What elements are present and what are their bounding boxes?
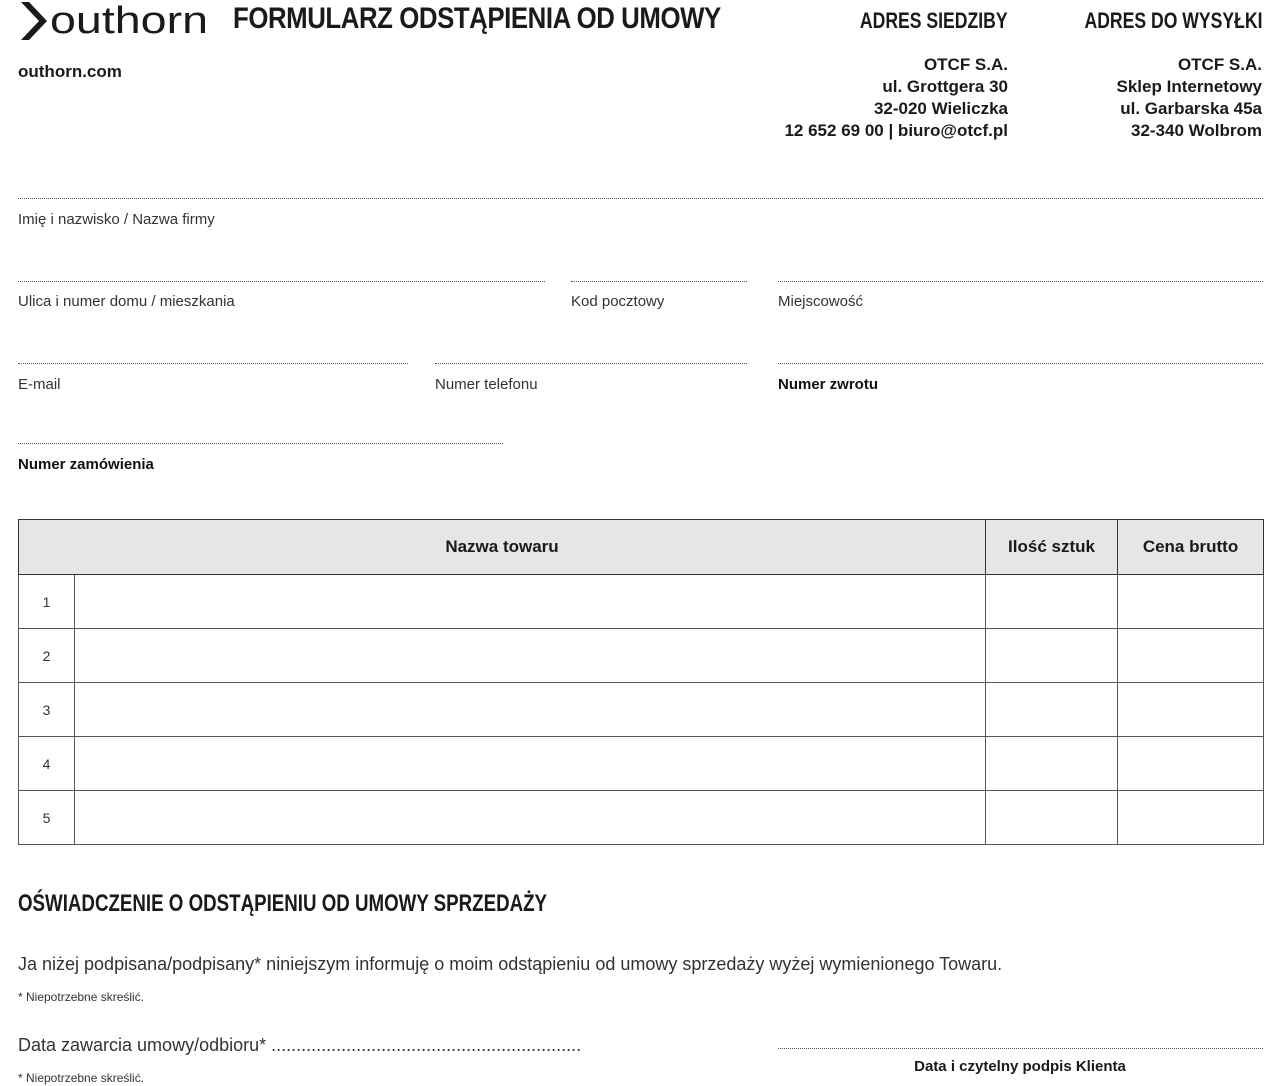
return-number-field-label: Numer zwrotu xyxy=(778,376,879,393)
contract-date-field[interactable] xyxy=(18,1035,581,1056)
gross-price-cell[interactable] xyxy=(1118,683,1264,737)
statement-footnote: * Niepotrzebne skreślić. xyxy=(18,990,145,1004)
city-field-label: Miejscowość xyxy=(778,293,864,310)
address-line: 32-020 Wieliczka xyxy=(873,99,1008,118)
contract-date-label: Data zawarcia umowy/odbioru* xyxy=(18,1035,272,1055)
order-number-field-label: Numer zamówienia xyxy=(18,456,154,473)
quantity-cell[interactable] xyxy=(986,683,1118,737)
gross-price-cell[interactable] xyxy=(1118,629,1264,683)
brand-wordmark: outhorn xyxy=(50,0,208,42)
phone-field-line[interactable] xyxy=(435,363,747,364)
email-field-label: E-mail xyxy=(18,376,61,393)
chevron-logo-icon xyxy=(21,2,47,40)
signature-label: Data i czytelny podpis Klienta xyxy=(914,1058,1126,1075)
statement-title: OŚWIADCZENIE O ODSTĄPIENIU OD UMOWY SPRZEDAŻY xyxy=(18,890,548,917)
row-number: 3 xyxy=(19,683,75,737)
table-row xyxy=(19,737,1264,791)
date-footnote: * Niepotrzebne skreślić. xyxy=(18,1071,145,1085)
outhorn-logo xyxy=(18,0,218,44)
address-line: ul. Garbarska 45a xyxy=(1120,99,1262,118)
address-line: 12 652 69 00 | biuro@otcf.pl xyxy=(784,121,1008,140)
table-row xyxy=(19,575,1264,629)
product-name-cell[interactable] xyxy=(75,575,986,629)
street-field-line[interactable] xyxy=(18,281,545,282)
row-number: 5 xyxy=(19,791,75,845)
quantity-cell[interactable] xyxy=(986,629,1118,683)
row-number: 1 xyxy=(19,575,75,629)
product-name-cell[interactable] xyxy=(75,737,986,791)
quantity-cell[interactable] xyxy=(986,791,1118,845)
phone-field-label: Numer telefonu xyxy=(435,376,538,393)
row-number: 2 xyxy=(19,629,75,683)
contract-date-dots: .............................................................. xyxy=(271,1035,582,1055)
quantity-cell[interactable] xyxy=(986,575,1118,629)
product-name-cell[interactable] xyxy=(75,791,986,845)
address-line: OTCF S.A. xyxy=(923,55,1008,74)
address-line: Sklep Internetowy xyxy=(1116,77,1262,96)
address-line: ul. Grottgera 30 xyxy=(882,77,1008,96)
address-line: OTCF S.A. xyxy=(1177,55,1262,74)
gross-price-cell[interactable] xyxy=(1118,575,1264,629)
street-field-label: Ulica i numer domu / mieszkania xyxy=(18,293,235,310)
quantity-cell[interactable] xyxy=(986,737,1118,791)
product-name-cell[interactable] xyxy=(75,629,986,683)
email-field-line[interactable] xyxy=(18,363,408,364)
registered-address xyxy=(784,54,1008,142)
order-number-field-line[interactable] xyxy=(18,443,503,444)
table-header-row xyxy=(19,520,1264,575)
table-row xyxy=(19,629,1264,683)
column-header-gross-price: Cena brutto xyxy=(1118,520,1264,575)
postal-code-field-line[interactable] xyxy=(571,281,747,282)
name-field-line[interactable] xyxy=(18,198,1263,199)
row-number: 4 xyxy=(19,737,75,791)
gross-price-cell[interactable] xyxy=(1118,737,1264,791)
table-row xyxy=(19,791,1264,845)
column-header-quantity: Ilość sztuk xyxy=(986,520,1118,575)
product-name-cell[interactable] xyxy=(75,683,986,737)
signature-field-line[interactable] xyxy=(778,1048,1263,1049)
shipping-address-heading: ADRES DO WYSYŁKI xyxy=(1084,8,1262,33)
statement-text: Ja niżej podpisana/podpisany* niniejszym informuję o moim odstąpieniu od umowy sprzedaży wyżej wymienionego Towaru. xyxy=(18,954,1003,974)
city-field-line[interactable] xyxy=(778,281,1263,282)
name-field-label: Imię i nazwisko / Nazwa firmy xyxy=(18,211,215,228)
return-number-field-line[interactable] xyxy=(778,363,1263,364)
registered-address-heading: ADRES SIEDZIBY xyxy=(860,8,1008,33)
postal-code-field-label: Kod pocztowy xyxy=(571,293,665,310)
shipping-address xyxy=(1117,54,1262,142)
address-line: 32-340 Wolbrom xyxy=(1130,121,1262,140)
gross-price-cell[interactable] xyxy=(1118,791,1264,845)
items-table xyxy=(18,519,1264,845)
table-row xyxy=(19,683,1264,737)
column-header-product-name: Nazwa towaru xyxy=(19,520,986,575)
document-title: FORMULARZ ODSTĄPIENIA OD UMOWY xyxy=(233,2,721,35)
website-link[interactable]: outhorn.com xyxy=(18,62,122,81)
